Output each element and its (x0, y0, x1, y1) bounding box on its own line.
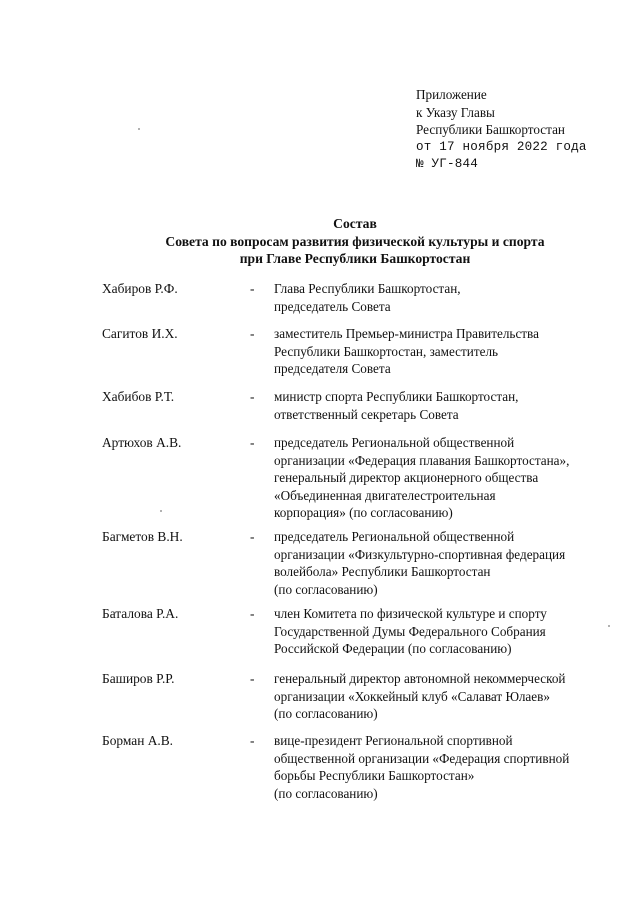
member-position (274, 388, 614, 423)
member-position-line: заместитель Премьер-министра Правительства (274, 326, 539, 341)
member-position-line: генеральный директор автономной некоммерческой (274, 671, 566, 686)
appendix-date: от 17 ноября 2022 года (416, 139, 587, 154)
member-name: Сагитов И.Х. (102, 326, 178, 341)
member-position-line: (по согласованию) (274, 581, 378, 597)
member-position-line: (по согласованию) (274, 785, 378, 801)
member-position-line: генеральный директор акционерного общества (274, 470, 539, 486)
member-position-line: ответственный секретарь Совета (274, 406, 459, 422)
member-dash: - (250, 606, 255, 621)
member-position-line: министр спорта Республики Башкортостан, (274, 389, 519, 404)
member-position-line: Государственной Думы Федерального Собрания (274, 623, 546, 639)
member-name: Баширов Р.Р. (102, 671, 175, 686)
document-title (100, 215, 610, 268)
member-position (274, 732, 614, 802)
member-name: Хабибов Р.Т. (102, 389, 175, 404)
member-dash: - (250, 671, 255, 686)
member-position (274, 325, 614, 378)
member-position (274, 670, 614, 723)
member-position-line: Российской Федерации (по согласованию) (274, 641, 512, 657)
title-line: Совета по вопросам развития физической культуры и спорта (165, 233, 545, 249)
member-dash: - (250, 326, 255, 341)
member-position-line: член Комитета по физической культуре и спорту (274, 606, 547, 621)
scan-speck (138, 128, 140, 130)
appendix-line: к Указу Главы (416, 104, 495, 120)
member-dash: - (250, 389, 255, 404)
member-position-line: организации «Хоккейный клуб «Салават Юлаев» (274, 688, 550, 704)
member-position (274, 605, 614, 658)
member-position-line: председателя Совета (274, 361, 391, 377)
member-position-line: Глава Республики Башкортостан, (274, 281, 461, 296)
member-name: Баталова Р.А. (102, 606, 179, 621)
title-line: при Главе Республики Башкортостан (239, 251, 471, 267)
member-name: Борман А.В. (102, 733, 174, 748)
member-dash: - (250, 281, 255, 296)
appendix-number: № УГ-844 (416, 157, 479, 172)
member-dash: - (250, 529, 255, 544)
member-position-line: председатель Региональной общественной (274, 435, 515, 450)
member-name: Артюхов А.В. (102, 435, 182, 450)
appendix-line: Республики Башкортостан (416, 122, 565, 138)
member-name: Багметов В.Н. (102, 529, 183, 544)
scan-speck (608, 625, 610, 627)
member-position-line: организации «Физкультурно-спортивная федерация (274, 546, 566, 562)
member-position-line: Республики Башкортостан, заместитель (274, 343, 499, 359)
member-dash: - (250, 435, 255, 450)
appendix-block (416, 86, 587, 174)
appendix-line: Приложение (416, 87, 487, 102)
scan-speck (160, 510, 162, 512)
member-position-line: волейбола» Республики Башкортостан (274, 564, 491, 580)
member-position-line: вице-президент Региональной спортивной (274, 733, 513, 748)
member-position (274, 528, 614, 598)
member-position-line: председатель Совета (274, 298, 391, 314)
member-position-line: (по согласованию) (274, 706, 378, 722)
member-position-line: корпорация» (по согласованию) (274, 505, 453, 521)
member-position-line: борьбы Республики Башкортостан» (274, 768, 475, 784)
title-line: Состав (333, 216, 377, 231)
member-dash: - (250, 733, 255, 748)
member-position-line: организации «Федерация плавания Башкортостана», (274, 452, 570, 468)
member-position (274, 280, 614, 315)
member-position-line: «Объединенная двигателестроительная (274, 487, 496, 503)
member-position-line: председатель Региональной общественной (274, 529, 515, 544)
member-name: Хабиров Р.Ф. (102, 281, 178, 296)
member-position (274, 434, 614, 522)
member-position-line: общественной организации «Федерация спортивной (274, 750, 570, 766)
